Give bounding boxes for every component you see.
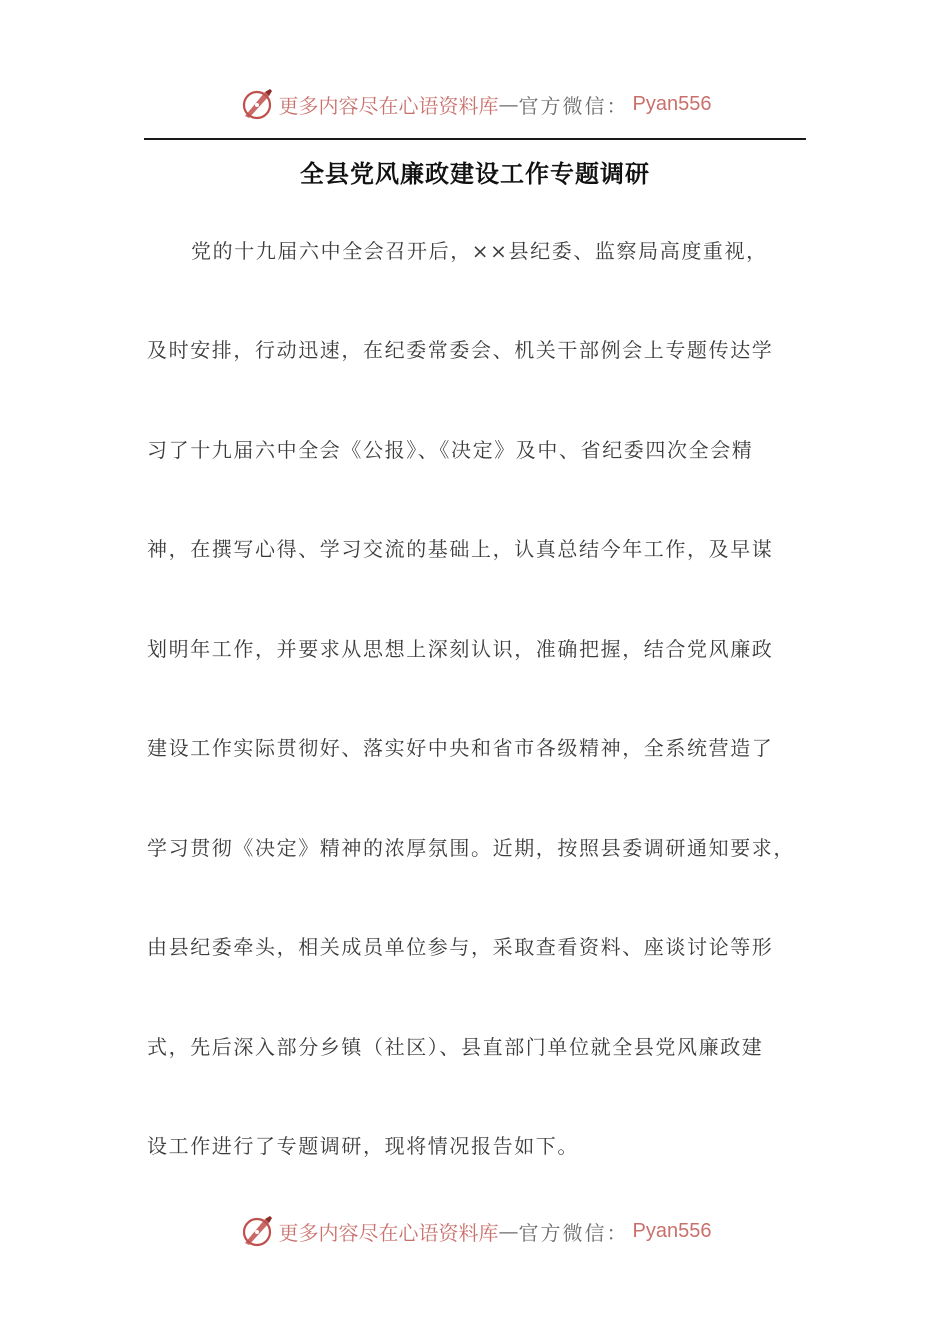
- body-line: 学习贯彻《决定》精神的浓厚氛围。近期，按照县委调研通知要求，: [147, 836, 795, 860]
- body-line: 式，先后深入部分乡镇（社区）、县直部门单位就全县党风廉政建: [147, 1035, 764, 1059]
- banner-library-text: 更多内容尽在心语资料库: [278, 93, 499, 118]
- header-divider: [144, 138, 806, 140]
- banner-dash: —: [498, 1219, 519, 1243]
- body-line: 由县纪委牵头，相关成员单位参与，采取查看资料、座谈讨论等形: [147, 935, 774, 959]
- banner-wechat-label: 官方微信：: [518, 93, 629, 118]
- banner-wechat-id: Pyan556: [632, 1219, 712, 1242]
- body-line: 神，在撰写心得、学习交流的基础上，认真总结今年工作，及早谋: [147, 537, 774, 561]
- body-line: 习了十九届六中全会《公报》、《决定》及中、省纪委四次全会精: [147, 438, 754, 462]
- pen-nib-circle-icon: [239, 86, 275, 122]
- document-title: 全县党风廉政建设工作专题调研: [300, 159, 650, 188]
- body-line: 设工作进行了专题调研，现将情况报告如下。: [147, 1134, 579, 1158]
- body-line: 党的十九届六中全会召开后，××县纪委、监察局高度重视，: [191, 239, 768, 263]
- pen-nib-circle-icon: [239, 1213, 275, 1249]
- body-line: 建设工作实际贯彻好、落实好中央和省市各级精神，全系统营造了: [147, 736, 774, 760]
- body-line: 及时安排，行动迅速，在纪委常委会、机关干部例会上专题传达学: [147, 338, 774, 362]
- footer-banner: [0, 1211, 950, 1251]
- banner-wechat-label: 官方微信：: [518, 1220, 629, 1245]
- banner-wechat-id: Pyan556: [632, 92, 712, 115]
- banner-library-text: 更多内容尽在心语资料库: [278, 1220, 499, 1245]
- banner-dash: —: [498, 92, 519, 116]
- body-line: 划明年工作，并要求从思想上深刻认识，准确把握，结合党风廉政: [147, 637, 774, 661]
- header-banner: [0, 84, 950, 124]
